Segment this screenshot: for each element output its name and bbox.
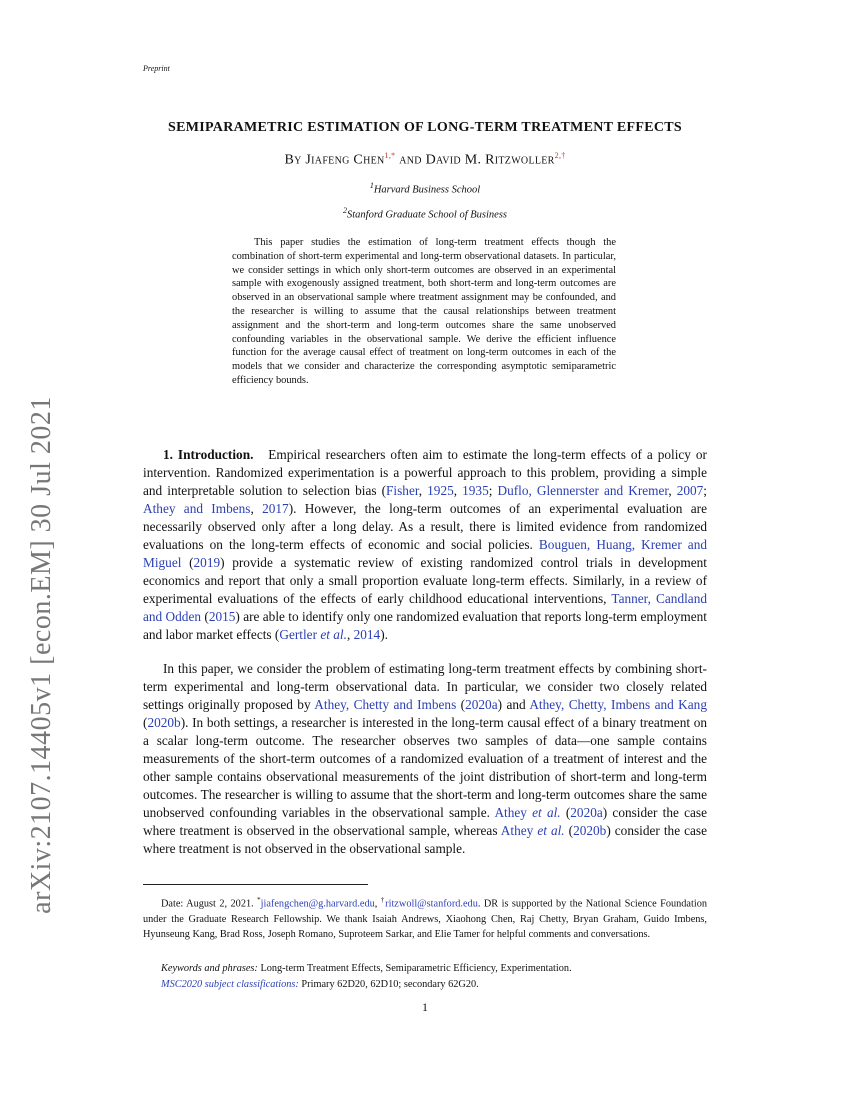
affiliation-1 <box>120 181 730 196</box>
citation-link[interactable]: 2007 <box>676 482 704 498</box>
by-word: By <box>284 152 302 168</box>
text: In this paper, we consider the problem of estimating long-term treatment effects by combining short-term experimental and long-term observational data. In particular, we consider two closely related settings originally proposed by <box>143 661 707 712</box>
citation-link[interactable]: 2017 <box>262 500 289 516</box>
text: ) consider the case where treatment is observed in the observational sample, whereas <box>143 804 708 838</box>
affiliation-1-name: Harvard Business School <box>373 184 481 196</box>
citation-etal: et al. <box>320 626 347 642</box>
running-head: Preprint <box>143 64 170 73</box>
text: ( <box>456 696 466 712</box>
citation-etal: et al. <box>537 822 565 838</box>
footnote-keywords <box>143 961 707 976</box>
footnote-date-funding <box>143 893 707 943</box>
text: ) and <box>497 696 530 712</box>
text: , <box>453 482 463 498</box>
citation-link[interactable] <box>279 627 347 642</box>
footnote-mark: * <box>257 896 261 904</box>
citation-link[interactable]: Bouguen, Huang, Kremer and Miguel <box>143 536 707 570</box>
citation-link[interactable]: Athey, Chetty, Imbens and Kang <box>529 696 707 712</box>
keywords-label: Keywords and phrases: <box>161 963 258 974</box>
msc-link[interactable] <box>161 979 299 990</box>
text: , <box>668 482 677 498</box>
citation-link[interactable]: Tanner, Candland and Odden <box>143 590 707 624</box>
text: , <box>418 482 428 498</box>
citation-author: Athey <box>500 822 538 838</box>
citation-link[interactable]: Athey and Imbens <box>143 500 251 516</box>
citation-link[interactable]: Fisher <box>386 482 419 498</box>
citation-link[interactable]: Athey, Chetty and Imbens <box>314 696 457 712</box>
footnote-rule <box>143 884 368 885</box>
affiliation-2-name: Stanford Graduate School of Business <box>346 209 508 221</box>
author-2: David M. Ritzwoller <box>425 152 555 168</box>
citation-etal: et al. <box>532 804 561 820</box>
text: ) provide a systematic review of existing randomized control trials in development economics and report that only a small proportion evaluate long-term effects. Similarly, in a review of experimental evaluations of the effects of early childhood educational interventions, <box>143 554 707 606</box>
footnote-date: Date: August 2, 2021. <box>161 898 258 910</box>
citation-link[interactable]: 2020b <box>573 822 607 838</box>
author-2-marks[interactable]: 2,† <box>554 151 566 160</box>
citation-link[interactable] <box>494 805 560 820</box>
citation-link[interactable]: 2014 <box>353 626 381 642</box>
email-link[interactable]: ritzwoll@stanford.edu <box>385 898 478 910</box>
author-1: Jiafeng Chen <box>305 152 385 168</box>
footnote-msc <box>143 977 707 992</box>
msc-label: MSC2020 subject classifications: <box>161 979 299 990</box>
citation-link[interactable]: Duflo, Glennerster and Kremer <box>497 482 669 498</box>
affiliation-1-number: 1 <box>369 181 374 190</box>
author-1-marks[interactable]: 1,* <box>384 151 396 160</box>
text: ; <box>488 482 498 498</box>
text: ). <box>380 626 388 642</box>
text: , <box>346 626 354 642</box>
section-heading: 1. Introduction. <box>163 447 254 462</box>
footnote-funding: . DR is supported by the National Science Foundation under the Graduate Research Fellowship. We thank Isaiah Andrews, Xiaohong Chen, Raj Chetty, Bryan Graham, Guido Imbens, Hyunseung Kang, Brad Ross, Joseph Romano, Suproteem Sarkar, and Elie Tamer for helpful comments and conversations. <box>143 898 707 941</box>
citation-link[interactable]: 1925 <box>427 482 454 498</box>
affiliation-2-number: 2 <box>342 206 347 215</box>
page-number: 1 <box>422 1000 428 1014</box>
email-link[interactable]: jiafengchen@g.harvard.edu <box>260 898 375 910</box>
footnote-mark: † <box>380 896 386 904</box>
text: ) are able to identify only one randomized evaluation that reports long-term employment and labor market effects ( <box>143 608 707 642</box>
citation-link[interactable]: 2020b <box>147 714 181 730</box>
citation-link[interactable] <box>501 823 565 838</box>
citation-link[interactable]: 2019 <box>193 554 221 570</box>
keywords: Long-term Treatment Effects, Semiparametric Efficiency, Experimentation. <box>257 963 572 974</box>
text: ( <box>564 822 574 838</box>
and-word: and <box>399 152 422 168</box>
intro-paragraph-1 <box>143 446 707 643</box>
affiliation-2 <box>120 206 730 221</box>
citation-link[interactable]: 2020a <box>465 696 498 712</box>
citation-author: Gertler <box>279 626 321 642</box>
text: ( <box>143 714 148 730</box>
author-line <box>120 151 730 169</box>
text: ( <box>201 608 209 624</box>
citation-link[interactable]: 2015 <box>208 608 236 624</box>
abstract: This paper studies the estimation of long-term treatment effects though the combination of short-term experimental and long-term observational datasets. In particular, we consider settings in which only short-term outcomes are observed in an experimental sample with exogenously assigned treatment, both short-term and long-term outcomes are observed in an observational sample where treatment assignment may be confounded, and the researcher is willing to assume that the causal relationships between treatment assignment and the short-term and long-term outcomes share the same unobserved confounding variables in the observational sample. We derive the efficient influence function for the average causal effect of treatment on long-term outcomes in each of the models that we consider and characterize the corresponding asymptotic semiparametric efficiency bounds. <box>232 237 616 386</box>
text: ( <box>181 554 194 570</box>
intro-paragraph-2 <box>143 660 707 857</box>
text: ( <box>560 804 571 820</box>
text: , <box>250 500 263 516</box>
arxiv-identifier[interactable]: arXiv:2107.14405v1 [econ.EM] 30 Jul 2021 <box>26 396 57 914</box>
text: ) consider the case where treatment is not observed in the observational sample. <box>143 822 707 856</box>
citation-author: Athey <box>494 804 533 820</box>
text: Empirical researchers often aim to estimate the long-term effects of a policy or intervention. Randomized experimentation is a powerful approach to this problem, providing a simple and interpretable solution to selection bias ( <box>143 447 707 498</box>
citation-link[interactable]: 2020a <box>570 804 603 820</box>
paper-title: SEMIPARAMETRIC ESTIMATION OF LONG-TERM TREATMENT EFFECTS <box>168 120 682 135</box>
text: , <box>374 898 381 910</box>
citation-link[interactable]: 1935 <box>462 482 489 498</box>
msc-codes: Primary 62D20, 62D10; secondary 62G20. <box>298 979 479 990</box>
text: ). In both settings, a researcher is interested in the long-term causal effect of a binary treatment on a scalar long-term outcome. The researcher observes two samples of data—one sample contains measurements of the short-term outcomes of a randomized evaluation of a treatment of interest and the other sample contains observational measurements of the joint distribution of short-term and long-term outcomes. The researcher is willing to assume that the short-term and long-term outcomes share the same unobserved confounding variables in the observational sample. <box>143 714 707 820</box>
text: ). However, the long-term outcomes of an experimental evaluation are necessarily observed only after a long delay. As a result, there is limited evidence from randomized evaluations on the long-term effects of economic and social policies. <box>143 500 707 552</box>
text: ; <box>703 482 707 498</box>
